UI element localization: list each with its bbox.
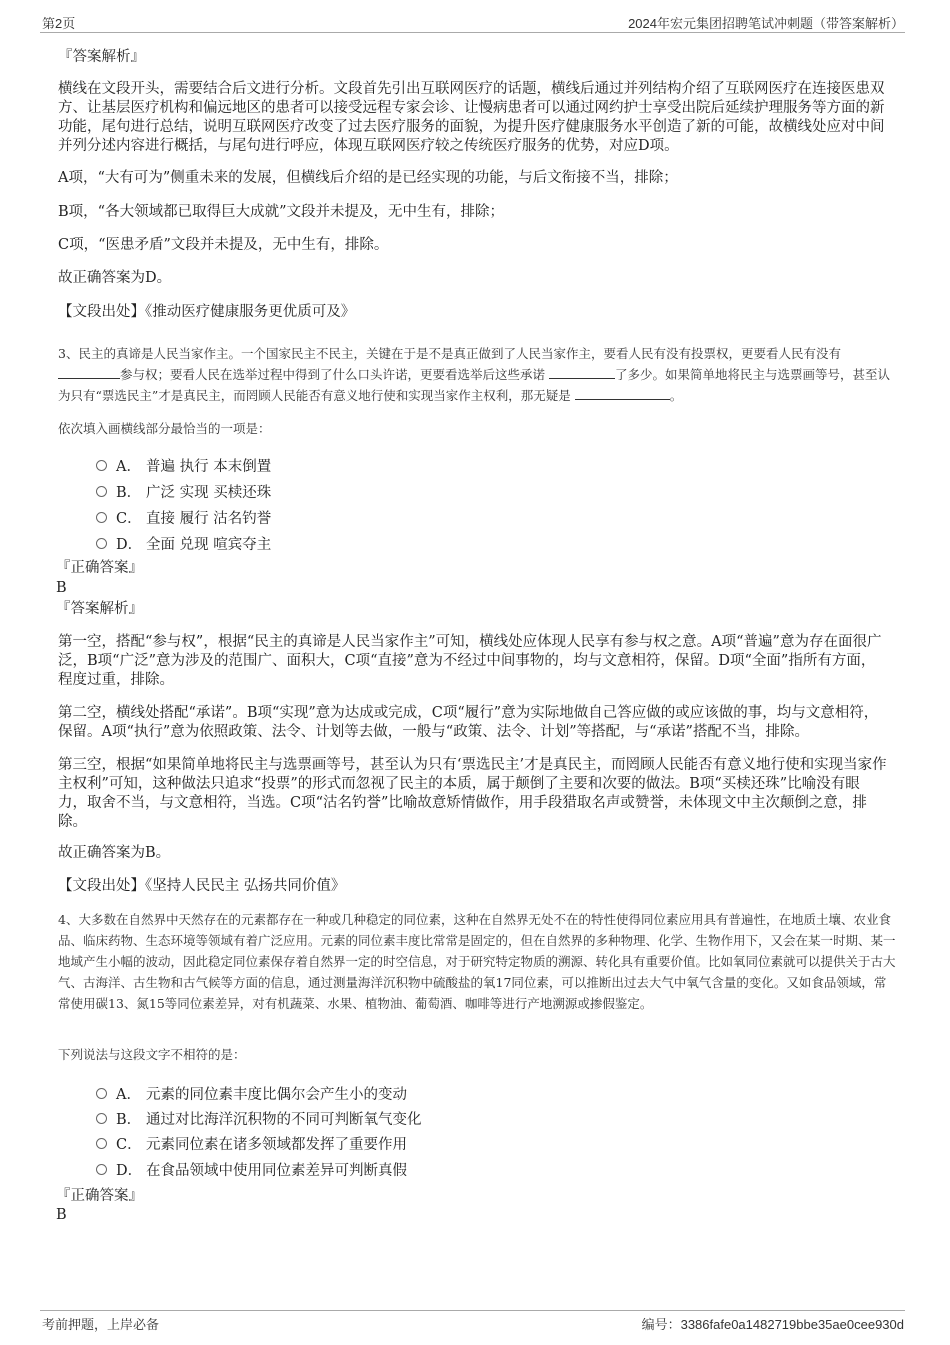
option-text: 普遍 执行 本末倒置 xyxy=(146,459,272,475)
option-c[interactable] xyxy=(96,507,271,528)
question-3-prompt: 依次填入画横线部分最恰当的一项是： xyxy=(58,421,271,436)
question-4-prompt: 下列说法与这段文字不相符的是： xyxy=(58,1047,246,1062)
code-label: 编号： xyxy=(641,1318,681,1333)
source-citation: 【文段出处】《推动医疗健康服务更优质可及》 xyxy=(58,304,356,320)
option-a[interactable] xyxy=(96,455,271,476)
header-divider xyxy=(40,32,905,33)
correct-answer-label: 『正确答案』 xyxy=(56,560,143,576)
option-text: 全面 兑现 喧宾夺主 xyxy=(146,537,272,553)
option-letter: D． xyxy=(116,537,143,553)
correct-answer: B xyxy=(56,1207,67,1223)
analysis-conclusion: 故正确答案为B。 xyxy=(58,845,171,861)
page-number: 第2页 xyxy=(42,16,76,31)
radio-icon[interactable] xyxy=(96,538,107,549)
correct-answer: B xyxy=(56,580,67,596)
option-text: 广泛 实现 买椟还珠 xyxy=(146,485,272,501)
analysis-label: 『答案解析』 xyxy=(58,49,145,65)
footer-slogan: 考前押题，上岸必备 xyxy=(42,1318,160,1333)
option-d[interactable] xyxy=(96,1159,407,1180)
analysis-paragraph: 第一空，搭配“参与权”，根据“民主的真谛是人民当家作主”可知，横线处应体现人民享有参与权之意。A项“普遍”意为存在面很广泛，B项“广泛”意为涉及的范围广、面积大，C项“直接”意为不经过中间事物的，均与文意相符，保留。D项“全面”指所有方面，程度过重，排除。 xyxy=(58,634,882,688)
radio-icon[interactable] xyxy=(96,1164,107,1175)
option-letter: B． xyxy=(116,485,142,501)
radio-icon[interactable] xyxy=(96,1088,107,1099)
stem-text: 了多少。如果简单地将民主与选票画等号，甚至认为只有“票选民主”才是真民主，而罔顾人民能否有意义地行使和实现当家作主权利，那无疑是 xyxy=(58,367,891,403)
blank-1 xyxy=(58,365,120,379)
radio-icon[interactable] xyxy=(96,1138,107,1149)
radio-icon[interactable] xyxy=(96,486,107,497)
stem-text: 3、民主的真谛是人民当家作主。一个国家民主不民主，关键在于是不是真正做到了人民当家作主，要看人民有没有投票权，更要看人民有没有 xyxy=(58,346,841,361)
analysis-conclusion: 故正确答案为D。 xyxy=(58,270,172,286)
option-c[interactable] xyxy=(96,1133,407,1154)
stem-text: 参与权；要看人民在选举过程中得到了什么口头许诺，更要看选举后这些承诺 xyxy=(120,367,546,382)
option-b[interactable] xyxy=(96,481,271,502)
question-3-stem xyxy=(58,343,898,406)
analysis-paragraph: C项，“医患矛盾”文段并未提及，无中生有，排除。 xyxy=(58,237,389,253)
option-text: 直接 履行 沽名钓誉 xyxy=(146,511,272,527)
radio-icon[interactable] xyxy=(96,512,107,523)
document-title: 2024年宏元集团招聘笔试冲刺题（带答案解析） xyxy=(628,16,904,31)
option-letter: A． xyxy=(116,459,141,475)
option-letter: A． xyxy=(116,1087,141,1103)
option-letter: C． xyxy=(116,511,142,527)
code-value: 3386fafe0a1482719bbe35ae0cee930d xyxy=(680,1317,904,1332)
option-letter: C． xyxy=(116,1137,142,1153)
analysis-paragraph: B项，“各大领域都已取得巨大成就”文段并未提及，无中生有，排除； xyxy=(58,204,504,220)
blank-2 xyxy=(549,365,615,379)
option-a[interactable] xyxy=(96,1083,407,1104)
source-citation: 【文段出处】《坚持人民民主 弘扬共同价值》 xyxy=(58,878,346,894)
analysis-paragraph: A项，“大有可为”侧重未来的发展，但横线后介绍的是已经实现的功能，与后文衔接不当，排除； xyxy=(58,170,678,186)
radio-icon[interactable] xyxy=(96,460,107,471)
analysis-paragraph: 第二空，横线处搭配“承诺”。B项“实现”意为达成或完成，C项“履行”意为实际地做自己答应做的或应该做的事，均与文意相符，保留。A项“执行”意为依照政策、法令、计划等去做，一般与“政策、法令、计划”等搭配，与“承诺”搭配不当，排除。 xyxy=(58,705,879,740)
footer-divider xyxy=(40,1310,905,1311)
correct-answer-label: 『正确答案』 xyxy=(56,1188,143,1204)
option-text: 元素的同位素丰度比偶尔会产生小的变动 xyxy=(146,1087,407,1103)
radio-icon[interactable] xyxy=(96,1113,107,1124)
analysis-paragraph: 横线在文段开头，需要结合后文进行分析。文段首先引出互联网医疗的话题，横线后通过并列结构介绍了互联网医疗在连接医患双方、让基层医疗机构和偏远地区的患者可以接受远程专家会诊、让慢病患者可以通过网约护士享受出院后延续护理服务等方面的新功能，尾句进行总结，说明互联网医疗改变了过去医疗服务的面貌，为提升医疗健康服务水平创造了新的可能，故横线处应对中间并列分述内容进行概括，与尾句进行呼应，体现互联网医疗较之传统医疗服务的优势，对应D项。 xyxy=(58,81,885,154)
option-text: 通过对比海洋沉积物的不同可判断氧气变化 xyxy=(146,1112,422,1128)
question-4-stem: 4、大多数在自然界中天然存在的元素都存在一种或几种稳定的同位素，这种在自然界无处不在的特性使得同位素应用具有普遍性，在地质土壤、农业食品、临床药物、生态环境等领域有着广泛应用。元素的同位素丰度比常常是固定的，但在自然界的多种物理、化学、生物作用下，又会在某一时期、某一地域产生小幅的波动，因此稳定同位素保存着自然界一定的时空信息，对于研究特定物质的溯源、转化具有重要价值。比如氧同位素就可以提供关于古大气、古海洋、古生物和古气候等方面的信息，通过测量海洋沉积物中硫酸盐的氧17同位素，可以推断出过去大气中氧气含量的变化。又如食品领域，常常使用碳13、氮15等同位素差异，对有机蔬菜、水果、植物油、葡萄酒、咖啡等进行产地溯源或掺假鉴定。 xyxy=(58,912,896,1011)
option-letter: D． xyxy=(116,1163,143,1179)
document-code xyxy=(642,1314,904,1333)
option-d[interactable] xyxy=(96,533,271,554)
option-text: 在食品领域中使用同位素差异可判断真假 xyxy=(146,1163,407,1179)
stem-text: 。 xyxy=(669,388,683,403)
analysis-paragraph: 第三空，根据“如果简单地将民主与选票画等号，甚至认为只有‘票选民主’才是真民主，而罔顾人民能否有意义地行使和实现当家作主权利”可知，这种做法只追求“投票”的形式而忽视了民主的本质，属于颠倒了主要和次要的做法。B项“买椟还珠”比喻没有眼力，取舍不当，与文意相符，当选。C项“沽名钓誉”比喻故意矫情做作，用手段猎取名声或赞誉，未体现文中主次颠倒之意，排除。 xyxy=(58,757,887,830)
analysis-label: 『答案解析』 xyxy=(56,601,143,617)
blank-3 xyxy=(575,386,670,400)
option-letter: B． xyxy=(116,1112,142,1128)
option-text: 元素同位素在诸多领域都发挥了重要作用 xyxy=(146,1137,407,1153)
option-b[interactable] xyxy=(96,1108,422,1129)
